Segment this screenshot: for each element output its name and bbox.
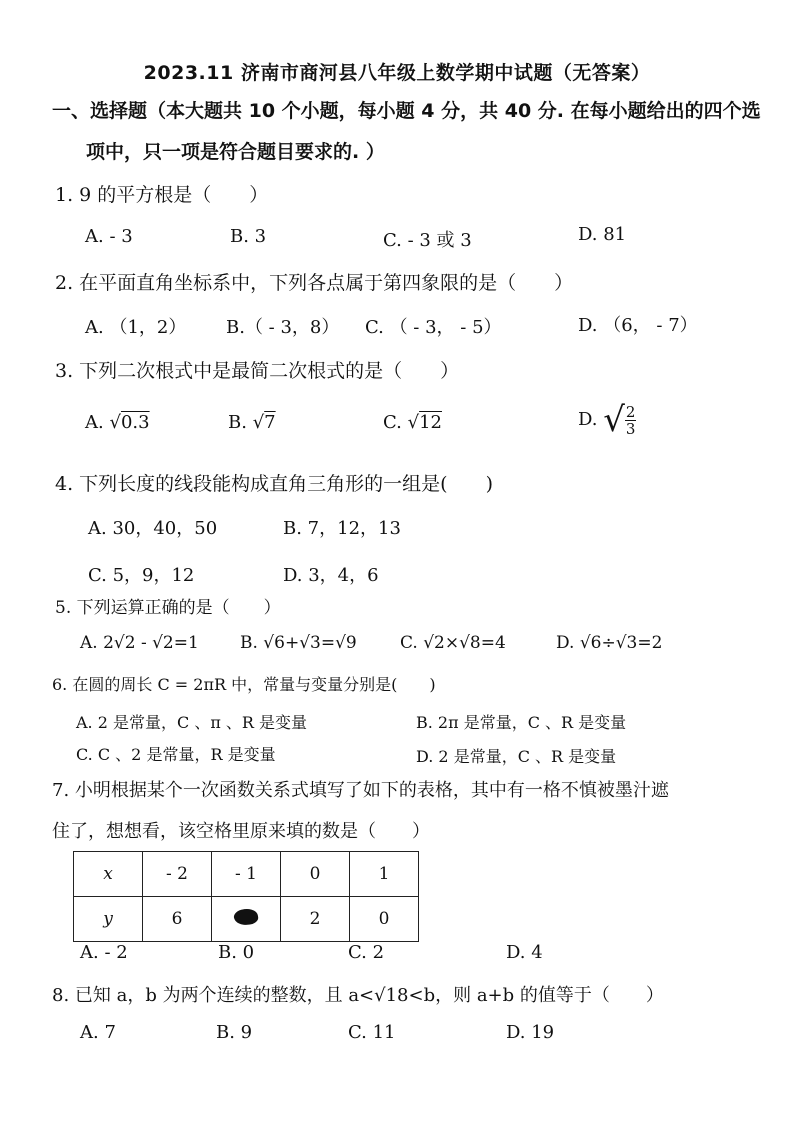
question-3-option-d: D. √ $\frac{2}{3}$ [578,400,636,440]
question-2-option-d: D. （6， - 7） [578,315,698,336]
question-8-option-b: B. 9 [216,1022,253,1043]
question-5-stem: 5. 下列运算正确的是（ ） [55,598,281,618]
question-4-option-b: B. 7，12，13 [283,518,401,539]
table-row-y [74,897,419,942]
table-cell: x [74,852,143,897]
sqrt-symbol-icon: √ [109,412,121,433]
sqrt-symbol-icon: √ [252,412,265,433]
question-2-option-c: C. （ - 3， - 5） [365,317,502,338]
function-value-table [73,851,419,942]
table-cell-ink-blot [212,897,281,942]
sqrt-symbol-icon: √ [603,400,625,440]
question-1-option-b: B. 3 [230,226,267,247]
table-cell: y [74,897,143,942]
question-8-option-c: C. 11 [348,1022,396,1043]
question-8-option-d: D. 19 [506,1022,555,1043]
question-8-option-a: A. 7 [80,1022,116,1043]
question-1-option-d: D. 81 [578,224,627,245]
question-7-stem: 7. 小明根据某个一次函数关系式填写了如下的表格，其中有一格不慎被墨汁遮 [52,780,669,801]
question-2-option-a: A. （1，2） [85,317,187,338]
table-cell: 2 [281,897,350,942]
table-cell: - 1 [212,852,281,897]
page-title: 2023.11 济南市商河县八年级上数学期中试题（无答案） [143,62,651,84]
question-5-option-c: C. √2×√8=4 [400,633,506,653]
question-4-option-c: C. 5，9，12 [88,565,195,586]
table-cell: 1 [350,852,419,897]
table-cell: 0 [281,852,350,897]
question-5-option-d: D. √6÷√3=2 [556,633,663,653]
question-3-stem: 3. 下列二次根式中是最简二次根式的是（ ） [55,360,460,382]
section-heading: 一、选择题（本大题共 10 个小题，每小题 4 分，共 40 分. 在每小题给出的四个选 [52,100,761,122]
question-7-option-d: D. 4 [506,942,543,963]
question-5-option-a: A. 2√2 - √2=1 [80,633,199,653]
question-6-option-c: C. C 、2 是常量，R 是变量 [76,745,276,764]
question-7-stem-cont: 住了，想想看，该空格里原来填的数是（ ） [52,821,430,842]
sqrt-symbol-icon: √ [407,412,420,433]
question-2-option-b: B.（ - 3，8） [226,317,340,338]
question-7-option-a: A. - 2 [80,942,128,963]
table-cell: 6 [143,897,212,942]
ink-blot-icon [233,907,259,926]
question-4-stem: 4. 下列长度的线段能构成直角三角形的一组是( ) [55,473,493,495]
question-7-option-b: B. 0 [218,942,255,963]
question-6-option-d: D. 2 是常量，C 、R 是变量 [416,747,617,766]
question-4-option-a: A. 30，40，50 [88,518,218,539]
section-heading-cont: 项中，只一项是符合题目要求的. ） [86,141,385,163]
question-4-option-d: D. 3，4，6 [283,565,379,586]
question-3-option-b: B. √7 [228,412,276,433]
question-6-option-a: A. 2 是常量，C 、π 、R 是变量 [76,713,308,732]
question-8-stem: 8. 已知 a，b 为两个连续的整数，且 a<√18<b，则 a+b 的值等于（ ） [52,985,664,1006]
question-6-stem: 6. 在圆的周长 C = 2πR 中，常量与变量分别是( ) [52,675,436,694]
question-1-stem: 1. 9 的平方根是（ ） [55,184,269,206]
table-cell: - 2 [143,852,212,897]
question-5-option-b: B. √6+√3=√9 [240,633,357,653]
table-cell: 0 [350,897,419,942]
question-1-option-a: A. - 3 [85,226,133,247]
question-6-option-b: B. 2π 是常量，C 、R 是变量 [416,713,627,732]
table-row-x [74,852,419,897]
question-3-option-a: A. √0.3 [85,412,150,433]
question-2-stem: 2. 在平面直角坐标系中，下列各点属于第四象限的是（ ） [55,272,574,294]
fraction: $\frac{2}{3}$ [625,402,636,438]
question-7-option-c: C. 2 [348,942,385,963]
question-1-option-c: C. - 3 或 3 [383,230,472,251]
question-3-option-c: C. √12 [383,412,442,433]
